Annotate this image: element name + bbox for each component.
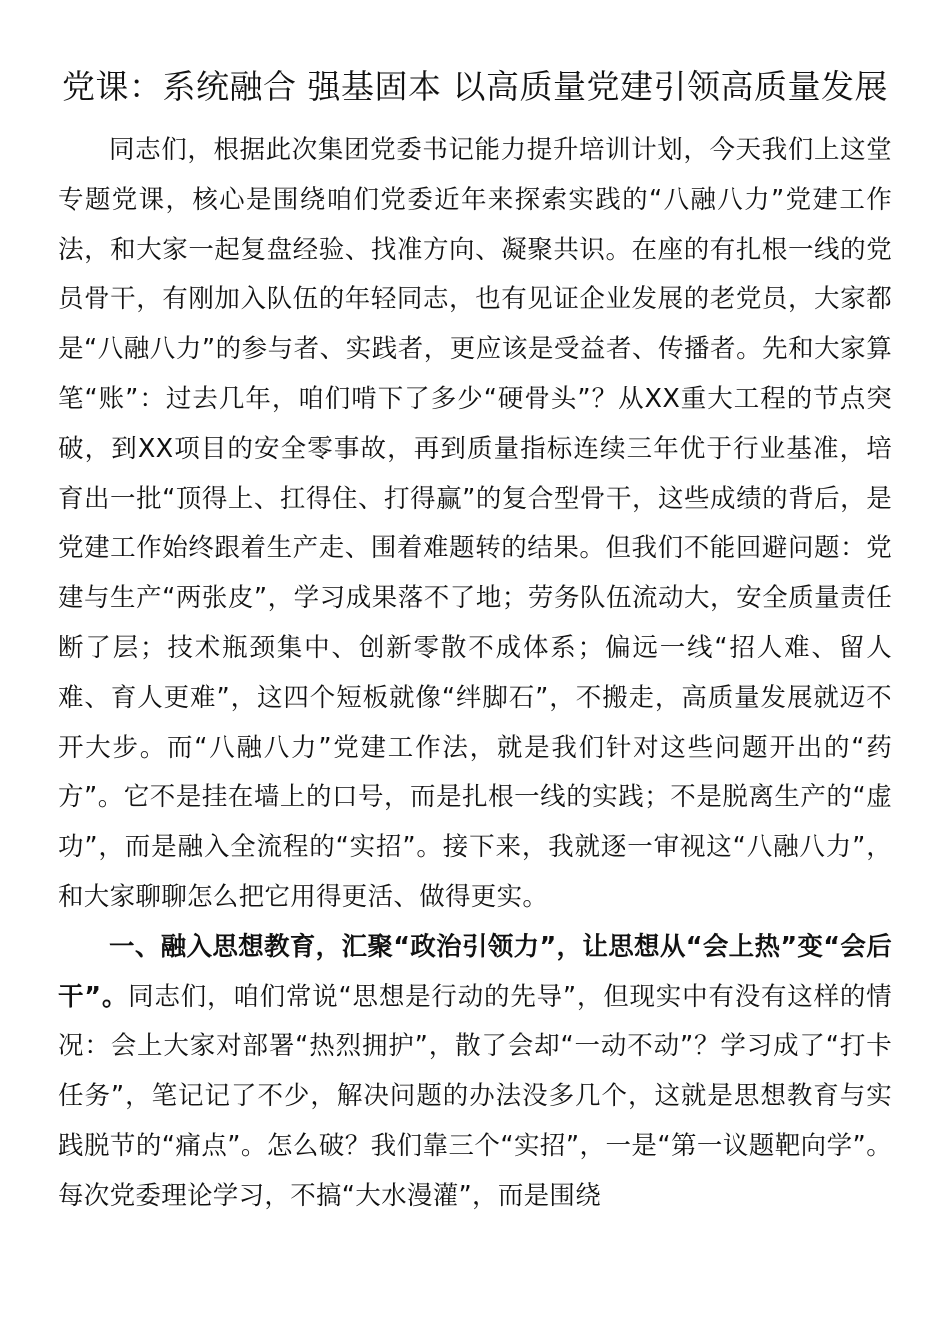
paragraph-opening (58, 126, 892, 923)
document-title: 党课：系统融合 强基固本 以高质量党建引领高质量发展 (62, 67, 888, 106)
paragraph-section-one (58, 923, 892, 1222)
section-one-heading: 一、融入思想教育，汇聚“政治引领力”，让思想从“会上热”变“会后干”。 (58, 931, 892, 1012)
section-one-text: 同志们，咱们常说“思想是行动的先导”，但现实中有没有这样的情况：会上大家对部署“热烈拥护”，散了会却“一动不动”？学习成了“打卡任务”，笔记记了不少，解决问题的办法没多几个，这就是思想教育与实践脱节的“痛点”。怎么破？我们靠三个“实招”，一是“第一议题靶向学”。每次党委理论学习，不搞“大水漫灌”，而是围绕 (58, 981, 892, 1211)
paragraph-opening-text: 同志们，根据此次集团党委书记能力提升培训计划，今天我们上这堂专题党课，核心是围绕咱们党委近年来探索实践的“八融八力”党建工作法，和大家一起复盘经验、找准方向、凝聚共识。在座的有扎根一线的党员骨干，有刚加入队伍的年轻同志，也有见证企业发展的老党员，大家都是“八融八力”的参与者、实践者，更应该是受益者、传播者。先和大家算笔“账”：过去几年，咱们啃下了多少“硬骨头”？从XX重大工程的节点突破，到XX项目的安全零事故，再到质量指标连续三年优于行业基准，培育出一批“顶得上、扛得住、打得赢”的复合型骨干，这些成绩的背后，是党建工作始终跟着生产走、围着难题转的结果。但我们不能回避问题：党建与生产“两张皮”，学习成果落不了地；劳务队伍流动大，安全质量责任断了层；技术瓶颈集中、创新零散不成体系；偏远一线“招人难、留人难、育人更难”，这四个短板就像“绊脚石”，不搬走，高质量发展就迈不开大步。而“八融八力”党建工作法，就是我们针对这些问题开出的“药方”。它不是挂在墙上的口号，而是扎根一线的实践；不是脱离生产的“虚功”，而是融入全流程的“实招”。接下来，我就逐一审视这“八融八力”，和大家聊聊怎么把它用得更活、做得更实。 (58, 135, 892, 912)
